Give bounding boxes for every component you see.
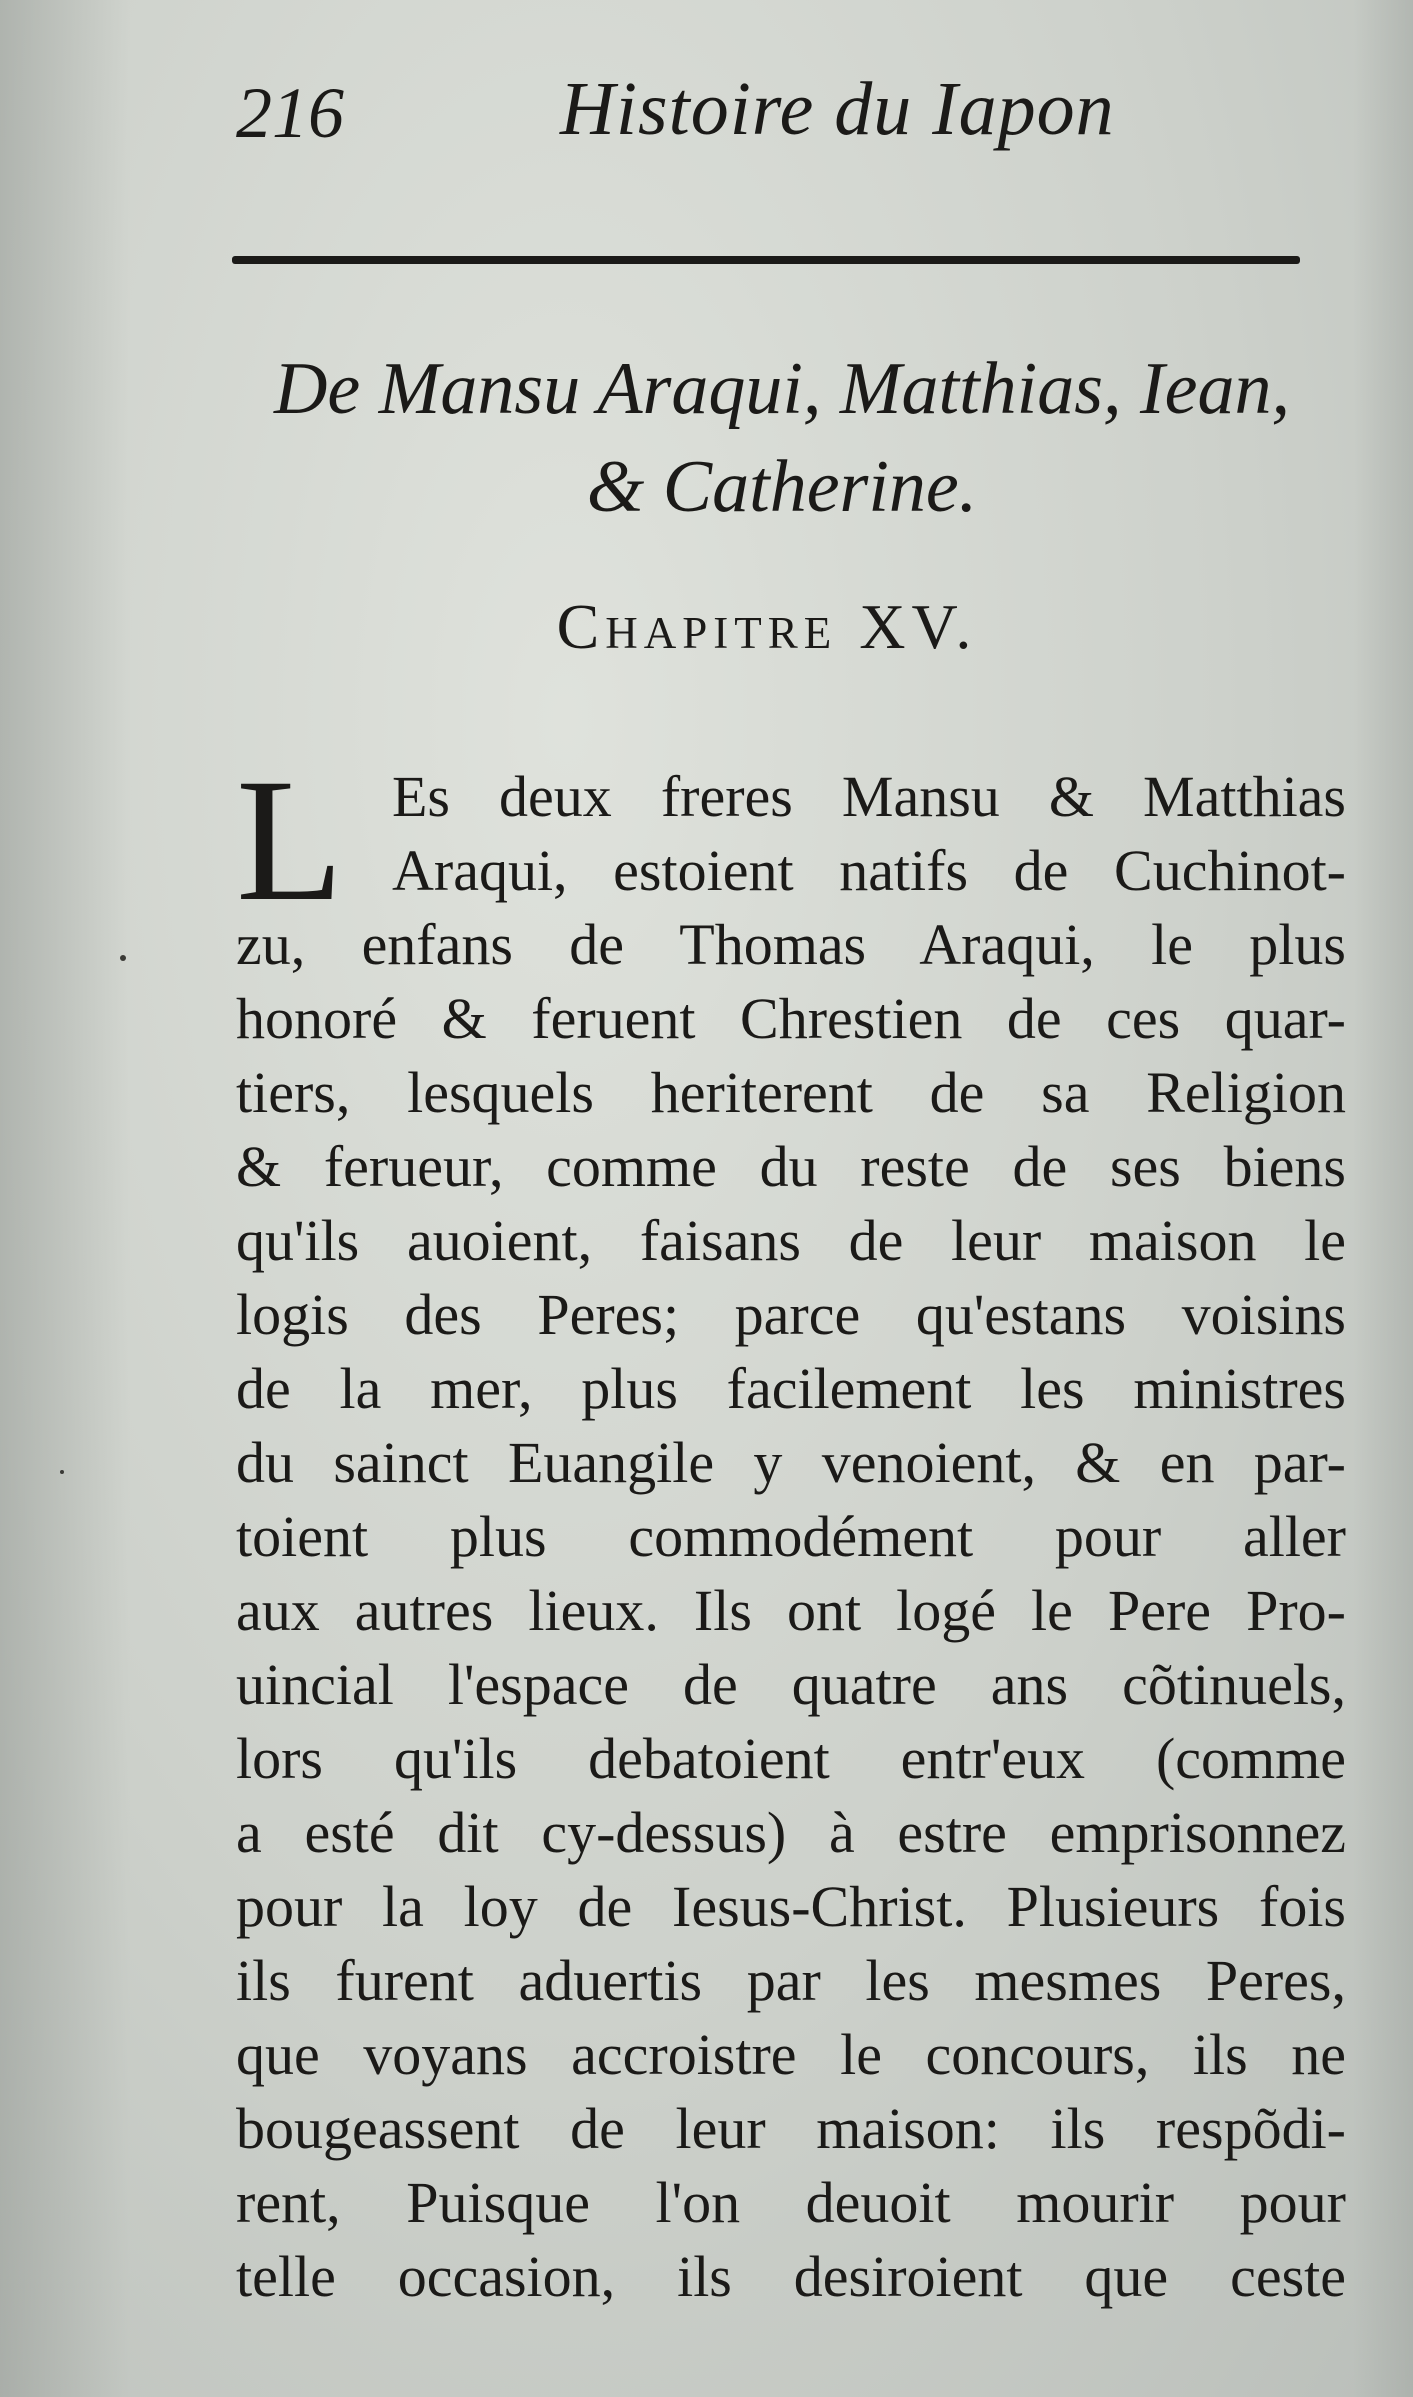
page-number: 216 bbox=[236, 73, 344, 153]
text-line: zu, enfans de Thomas Araqui, le plus bbox=[236, 912, 1346, 977]
paper-speck bbox=[60, 1470, 64, 1474]
text-line: tiers, lesquels heriterent de sa Religion bbox=[236, 1060, 1346, 1125]
chapter-heading-line-1: De Mansu Araqui, Matthias, Iean, bbox=[273, 348, 1291, 430]
text-line: ils furent aduertis par les mesmes Peres, bbox=[236, 1948, 1346, 2013]
text-line: logis des Peres; parce qu'estans voisins bbox=[236, 1282, 1346, 1347]
text-line: Es deux freres Mansu & Matthias bbox=[392, 764, 1346, 829]
chapter-heading bbox=[232, 340, 1332, 536]
text-line: de la mer, plus facilement les ministres bbox=[236, 1356, 1346, 1421]
header-rule bbox=[232, 256, 1300, 264]
text-line: telle occasion, ils desiroient que ceste bbox=[236, 2244, 1346, 2309]
running-head bbox=[230, 60, 1300, 170]
gutter-shadow bbox=[0, 0, 130, 2397]
chapter-heading-line-2: & Catherine. bbox=[586, 446, 978, 528]
text-line: aux autres lieux. Ils ont logé le Pere Pro- bbox=[236, 1578, 1346, 1643]
text-line: & ferueur, comme du reste de ses biens bbox=[236, 1134, 1346, 1199]
drop-cap: L bbox=[236, 743, 344, 938]
text-line: a esté dit cy-dessus) à estre emprisonnez bbox=[236, 1800, 1346, 1865]
running-title: Histoire du Iapon bbox=[560, 67, 1115, 151]
text-line: bougeassent de leur maison: ils respõdi- bbox=[236, 2096, 1346, 2161]
chapter-number: Chapitre XV. bbox=[556, 591, 978, 662]
text-line: Araqui, estoient natifs de Cuchinot- bbox=[392, 838, 1346, 903]
page-edge-shadow bbox=[1353, 0, 1413, 2397]
text-line: du sainct Euangile y venoient, & en par- bbox=[236, 1430, 1346, 1495]
text-line: uincial l'espace de quatre ans cõtinuels, bbox=[236, 1652, 1346, 1717]
text-line: rent, Puisque l'on deuoit mourir pour bbox=[236, 2170, 1346, 2235]
text-line: honoré & feruent Chrestien de ces quar- bbox=[236, 986, 1346, 1051]
text-line: que voyans accroistre le concours, ils ne bbox=[236, 2022, 1346, 2087]
paper-speck bbox=[120, 955, 126, 961]
text-line: toient plus commodément pour aller bbox=[236, 1504, 1346, 1569]
text-line: lors qu'ils debatoient entr'eux (comme bbox=[236, 1726, 1346, 1791]
body-text bbox=[236, 743, 1346, 2314]
text-line: qu'ils auoient, faisans de leur maison le bbox=[236, 1208, 1346, 1273]
text-line: pour la loy de Iesus-Christ. Plusieurs fois bbox=[236, 1874, 1346, 1939]
